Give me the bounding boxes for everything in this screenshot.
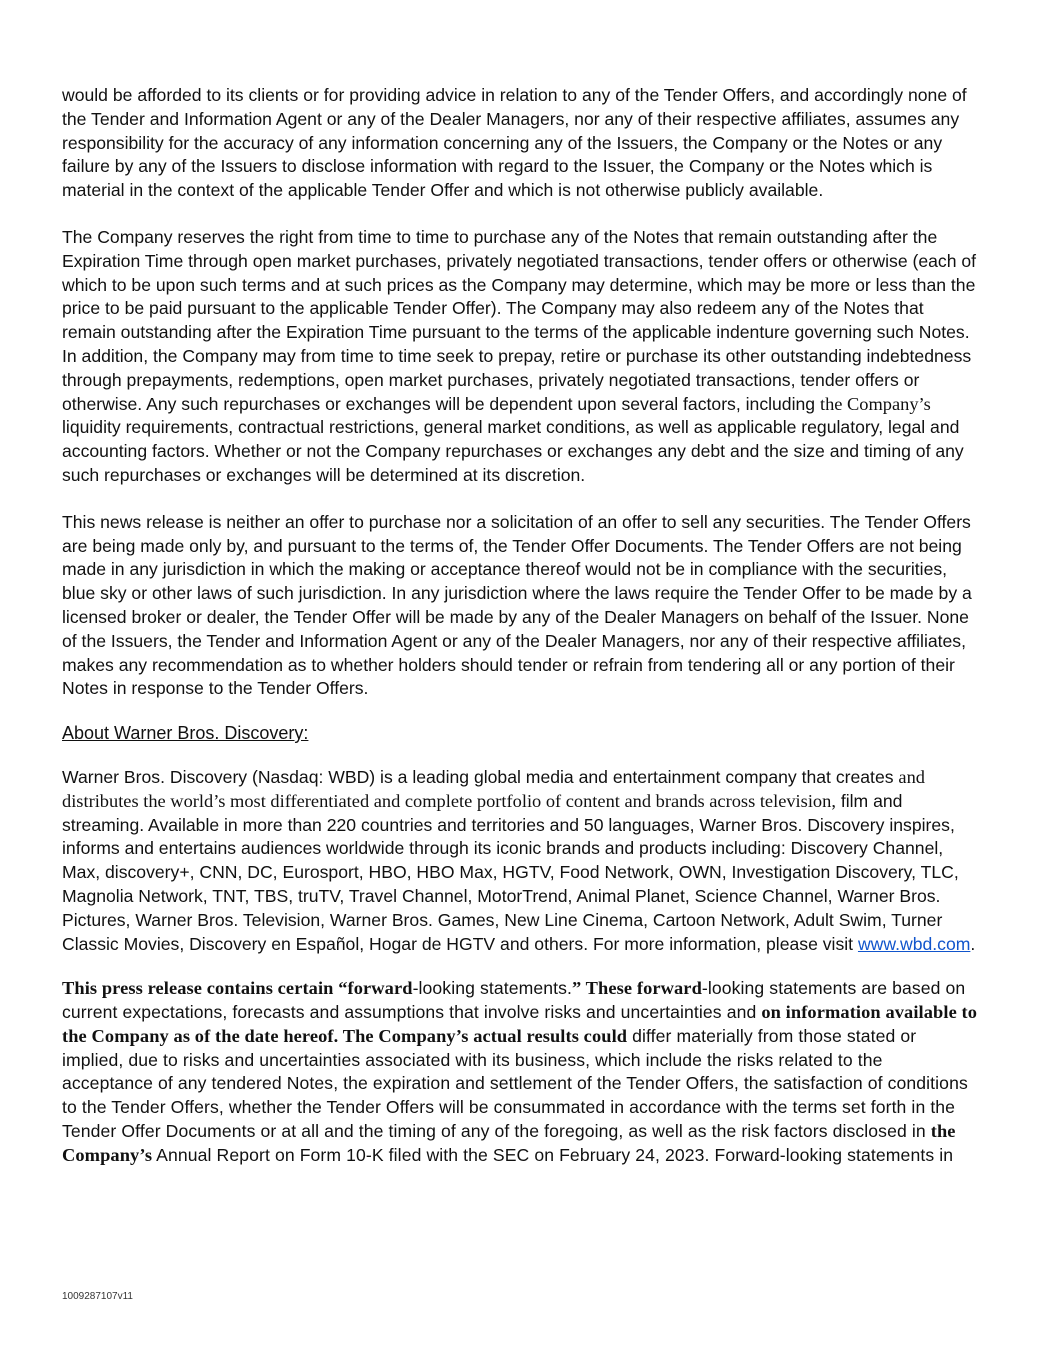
paragraph-text: film and streaming. Available in more than 220 countries and territories and 50 languages, Warner Bros. Discovery inspires, informs and entertains audiences worldwide through its iconic brands and products including: Discovery Channel, Max, discovery+, CNN, DC, Eurosport, HBO, HBO Max, HGTV, Food Network, OWN, Investigation Discovery, TLC, Magnolia Network, TNT, TBS, truTV, Travel Channel, MotorTrend, Animal Planet, Science Channel, Warner Bros. Pictures, Warner Bros. Television, Warner Bros. Games, New Line Cinema, Cartoon Network, Adult Swim, Turner Classic Movies, Discovery en Español, Hogar de HGTV and others. For more information, please visit: [62, 790, 959, 954]
document-id-footer: 1009287107v11: [62, 1291, 133, 1302]
paragraph-text: The Company reserves the right from time to time to purchase any of the Notes that remain outstanding after the Expiration Time through open market purchases, privately negotiated transactions, tender offers or otherwise (each of which to be upon such terms and at such prices as the Company may determine, which may be more or less than the price to be paid pursuant to the applicable Tender Offer). The Company may also redeem any of the Notes that remain outstanding after the Expiration Time pursuant to the terms of the applicable indenture governing such Notes. In addition, the Company may from time to time seek to prepay, retire or purchase its other outstanding indebtedness through prepayments, redemptions, open market purchases, privately negotiated transactions, tender offers or otherwise. Any such repurchases or exchanges will be dependent upon several factors, including: [62, 226, 977, 414]
paragraph-text: Warner Bros. Discovery (Nasdaq: WBD) is a leading global media and entertainment company that creates: [62, 766, 899, 787]
document-body: [62, 84, 978, 1168]
paragraph-text-serif: and distributes the world’s most differentiated and complete portfolio of content and brands across television,: [62, 766, 925, 811]
paragraph-text: differ materially from those stated or implied, due to risks and uncertainties associated with its business, which include the risks related to the acceptance of any tendered Notes, the expiration and settlement of the Tender Offers, the satisfaction of conditions to the Tender Offers, whether the Tender Offers will be consummated in accordance with the terms set forth in the Tender Offer Documents or at all and the timing of any of the foregoing, as well as the risk factors disclosed in: [62, 1025, 968, 1142]
paragraph-text: -looking statements.: [412, 978, 573, 999]
paragraph-repurchase-rights: [62, 226, 978, 488]
wbd-website-link[interactable]: www.wbd.com: [857, 933, 971, 954]
paragraph-forward-looking: [62, 977, 978, 1167]
paragraph-advisors-disclaimer: would be afforded to its clients or for providing advice in relation to any of the Tender Offers, and accordingly none of the Tender and Information Agent or any of the Dealer Managers, nor any of their respective affiliates, assumes any responsibility for the accuracy of any information concerning any of the Issuers, the Company or the Notes or any failure by any of the Issuers to disclose information with regard to the Issuer, the Company or the Notes which is material in the context of the applicable Tender Offer and which is not otherwise publicly available.: [62, 85, 967, 201]
paragraph-not-an-offer: This news release is neither an offer to purchase nor a solicitation of an offer to sell any securities. The Tender Offers are being made only by, and pursuant to the terms of, the Tender Offer Documents. The Tender Offers are not being made in any jurisdiction in which the making or acceptance thereof would not be in compliance with the securities, blue sky or other laws of such jurisdiction. In any jurisdiction where the laws require the Tender Offer to be made by a licensed broker or dealer, the Tender Offer will be made by any of the Dealer Managers on behalf of the Issuer. None of the Issuers, the Tender and Information Agent or any of the Dealer Managers, nor any of their respective affiliates, makes any recommendation as to whether holders should tender or refrain from tendering all or any portion of their Notes in response to the Tender Offers.: [62, 511, 972, 699]
paragraph-text-bold: on information available to the Company as of the date hereof. The Company’s actual results could: [62, 1002, 978, 1046]
paragraph-text-bold: the Company’s: [62, 1121, 956, 1165]
paragraph-text-serif: the Company’s: [819, 393, 931, 414]
paragraph-text-bold: ” These forward: [572, 978, 702, 999]
paragraph-text: -looking statements are based on current expectations, forecasts and assumptions that involve risks and uncertainties and: [62, 978, 966, 1023]
paragraph-text-bold: This press release contains certain “forward: [62, 978, 413, 999]
paragraph-text: Annual Report on Form 10-K filed with the SEC on February 24, 2023. Forward-looking statements in: [152, 1144, 954, 1165]
paragraph-about-company: [62, 766, 978, 956]
paragraph-text: .: [970, 933, 976, 954]
paragraph-text: liquidity requirements, contractual restrictions, general market conditions, as well as applicable regulatory, legal and accounting factors. Whether or not the Company repurchases or exchanges any debt and the size and timing of any such repurchases or exchanges will be determined at its discretion.: [62, 417, 964, 485]
about-heading: About Warner Bros. Discovery:: [62, 723, 309, 744]
